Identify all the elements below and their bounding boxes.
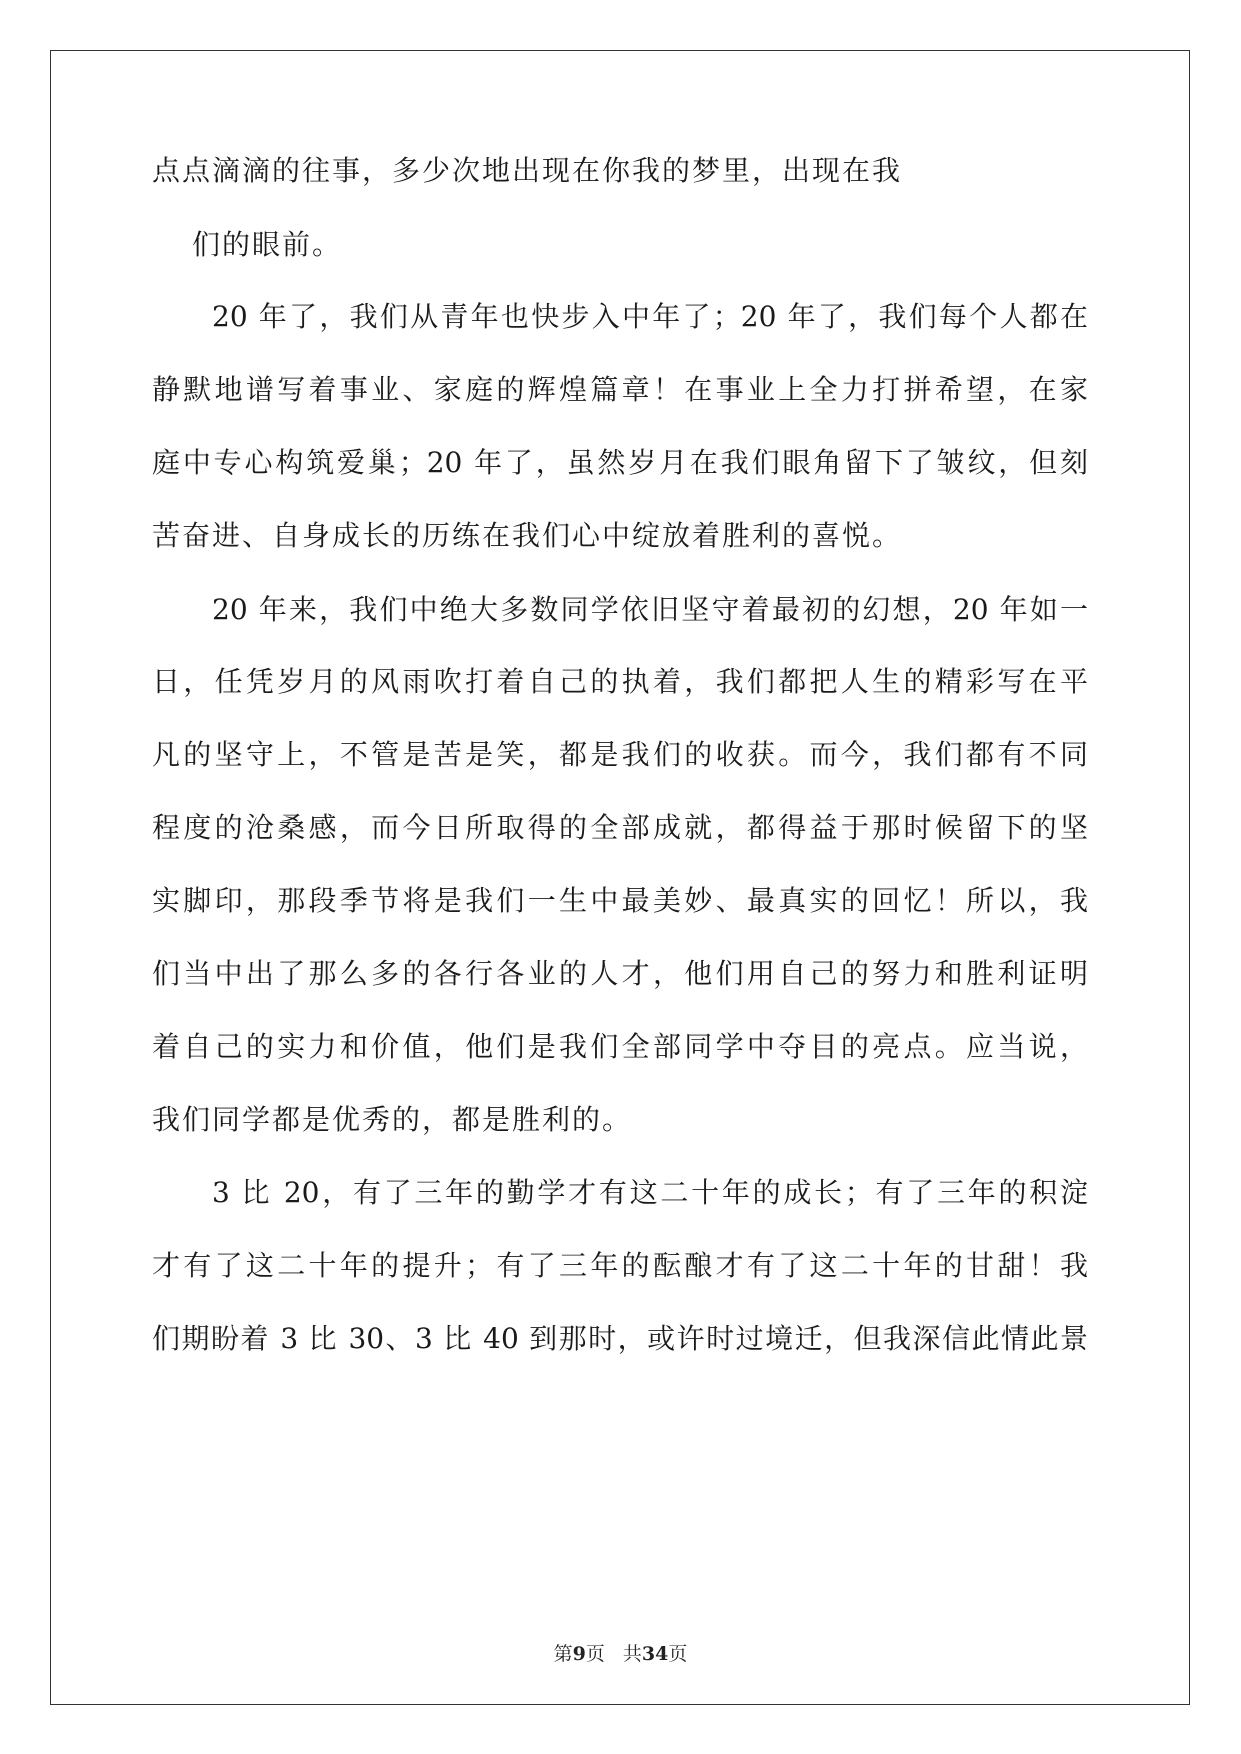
footer-total-suffix: 页 (668, 1643, 688, 1665)
text-line: 们的眼前。 (192, 228, 343, 261)
text-line: 日，任凭岁月的风雨吹打着自己的执着，我们都把人生的精彩写在平 (152, 665, 1088, 698)
text-line: 我们同学都是优秀的，都是胜利的。 (152, 1103, 633, 1136)
text-line: 庭中专心构筑爱巢；20 年了，虽然岁月在我们眼角留下了皱纹，但刻 (152, 446, 1088, 479)
text-line: 才有了这二十年的提升；有了三年的酝酿才有了这二十年的甘甜！我 (152, 1249, 1088, 1282)
text-line: 20 年来，我们中绝大多数同学依旧坚守着最初的幻想，20 年如一 (212, 593, 1088, 626)
text-line: 苦奋进、自身成长的历练在我们心中绽放着胜利的喜悦。 (152, 519, 903, 552)
total-pages-number: 34 (641, 1643, 669, 1665)
footer-prefix: 第 (553, 1643, 573, 1665)
text-line: 3 比 20，有了三年的勤学才有这二十年的成长；有了三年的积淀 (212, 1176, 1088, 1209)
footer-page-word: 页 (585, 1643, 605, 1665)
text-line: 着自己的实力和价值，他们是我们全部同学中夺目的亮点。应当说， (152, 1030, 1088, 1063)
text-line: 点点滴滴的往事，多少次地出现在你我的梦里，出现在我 (152, 154, 903, 187)
text-line: 凡的坚守上，不管是苦是笑，都是我们的收获。而今，我们都有不同 (152, 738, 1088, 771)
text-line: 实脚印，那段季节将是我们一生中最美妙、最真实的回忆！所以，我 (152, 884, 1088, 917)
text-line: 20 年了，我们从青年也快步入中年了；20 年了，我们每个人都在 (212, 300, 1088, 333)
text-line: 程度的沧桑感，而今日所取得的全部成就，都得益于那时候留下的坚 (152, 811, 1088, 844)
current-page-number: 9 (572, 1643, 586, 1665)
text-line: 们当中出了那么多的各行各业的人才，他们用自己的努力和胜利证明 (152, 957, 1088, 990)
text-line: 静默地谱写着事业、家庭的辉煌篇章！在事业上全力打拼希望，在家 (152, 373, 1088, 406)
page-footer (0, 1642, 1241, 1666)
text-line: 们期盼着 3 比 30、3 比 40 到那时，或许时过境迁，但我深信此情此景 (152, 1322, 1088, 1355)
footer-total-prefix: 共 (622, 1643, 642, 1665)
